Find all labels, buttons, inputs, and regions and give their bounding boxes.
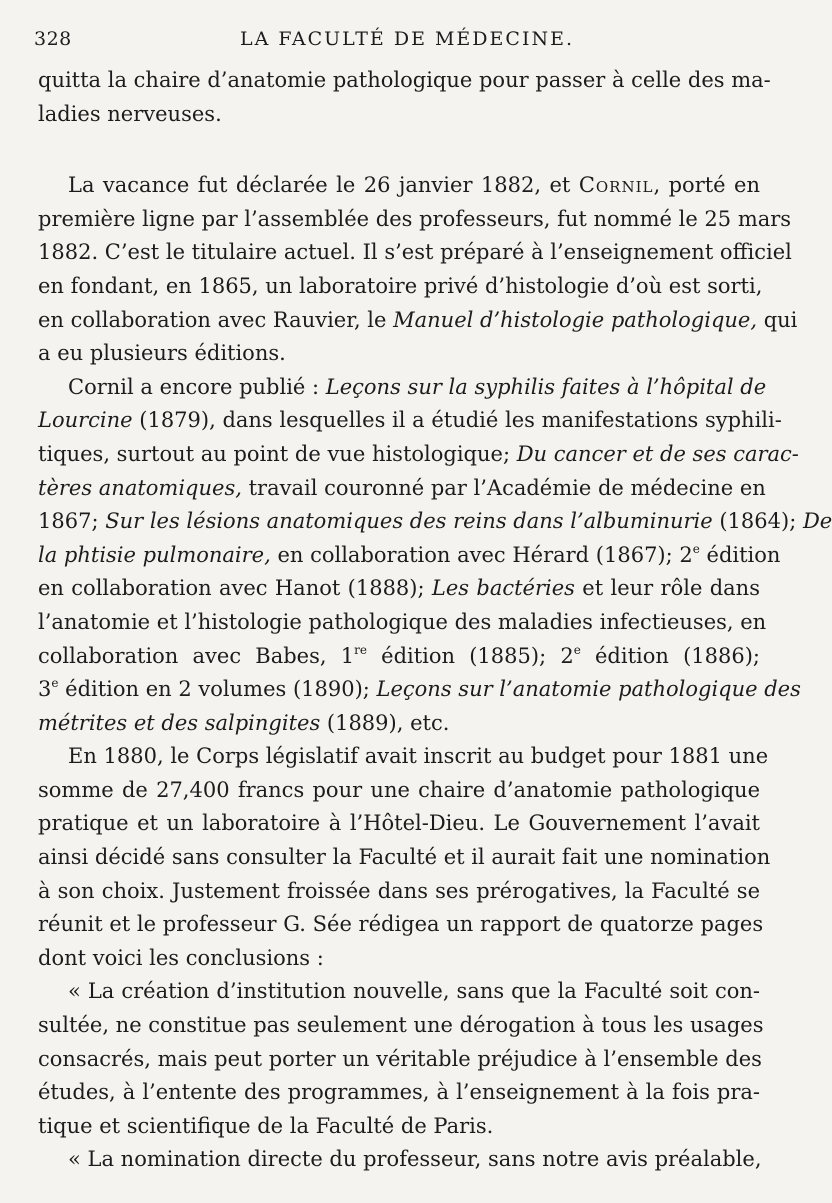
text-line: réunit et le professeur G. Sée rédigea un rapport de quatorze pages <box>38 912 764 937</box>
text-line: ainsi décidé sans consulter la Faculté et il aurait fait une nomination <box>38 845 771 870</box>
text-line: l’anatomie et l’histologie pathologique des maladies infectieuses, en <box>38 609 767 634</box>
text-line: dont voici les conclusions : <box>38 945 324 970</box>
text-line: somme de 27,400 francs pour une chaire d’anatomie pathologique <box>38 777 760 802</box>
superscript: e <box>573 642 581 657</box>
text-run: 1867; <box>38 509 106 534</box>
text-run: collaboration avec Babes, 1 <box>38 643 355 668</box>
paragraph <box>38 371 832 741</box>
paragraph <box>38 64 771 131</box>
quotation-paragraph <box>38 1143 760 1177</box>
text-run: en collaboration avec Hérard (1867); 2 <box>270 542 693 567</box>
text-line: « La nomination directe du professeur, sans notre avis préalable, <box>68 1147 762 1172</box>
text-run: et leur rôle dans <box>574 576 760 601</box>
text-line <box>38 673 801 707</box>
book-title: Manuel d’histologie pathologique, <box>393 307 758 332</box>
text-line: quitta la chaire d’anatomie pathologique pour passer à celle des ma- <box>38 68 771 92</box>
text-run: édition (1886); <box>580 643 761 668</box>
paragraph <box>38 169 798 371</box>
book-title: Leçons sur la syphilis faites à l’hôpital de <box>325 374 767 399</box>
text-line: études, à l’entente des programmes, à l’enseignement à la fois pra- <box>38 1080 760 1105</box>
text-line: ladies nerveuses. <box>38 101 222 126</box>
text-line <box>38 707 760 741</box>
quotation-paragraph <box>38 975 764 1143</box>
text-line: en fondant, en 1865, un laboratoire privé d’histologie d’où est sorti, <box>38 273 763 298</box>
text-line <box>38 539 781 573</box>
text-run: , porté en <box>653 173 760 198</box>
text-line <box>38 304 798 338</box>
text-run: travail couronné par l’Académie de médecine en <box>241 475 766 500</box>
text-line: 1882. C’est le titulaire actuel. Il s’est préparé à l’enseignement officiel <box>38 240 792 265</box>
text-run: (1864); <box>712 509 803 534</box>
text-line <box>38 169 760 203</box>
book-title: Du cancer et de ses carac- <box>516 441 799 466</box>
running-title: LA FACULTÉ DE MÉDECINE. <box>240 28 574 50</box>
superscript: e <box>692 541 700 556</box>
page-number: 328 <box>34 28 72 50</box>
text-line: tique et scientifique de la Faculté de Paris. <box>38 1113 494 1138</box>
text-line <box>38 572 760 606</box>
text-line: « La création d’institution nouvelle, sans que la Faculté soit con- <box>68 979 760 1004</box>
text-run: La vacance fut déclarée le 26 janvier 1882, et <box>68 173 579 198</box>
paragraph <box>38 740 771 975</box>
text-run: Cornil a encore publié : <box>68 374 326 399</box>
book-title: Leçons sur l’anatomie pathologique des <box>376 677 801 702</box>
page-body <box>38 64 832 1177</box>
text-line <box>38 404 782 438</box>
author-name: Cornil <box>578 173 654 198</box>
superscript: re <box>354 642 367 657</box>
book-title: Les bactéries <box>431 576 575 601</box>
book-title: Lourcine <box>38 408 133 433</box>
text-run: (1889), etc. <box>320 710 450 735</box>
text-line <box>38 371 767 405</box>
superscript: e <box>51 676 59 691</box>
text-run: tiques, surtout au point de vue histologique; <box>38 441 517 466</box>
paragraph-gap <box>38 131 760 169</box>
text-line: En 1880, le Corps législatif avait inscrit au budget pour 1881 une <box>68 744 769 769</box>
text-line: sultée, ne constitue pas seulement une dérogation à tous les usages <box>38 1013 764 1038</box>
page-header <box>30 28 770 56</box>
text-line: a eu plusieurs éditions. <box>38 341 286 366</box>
book-title: tères anatomiques, <box>38 475 242 500</box>
text-line <box>38 505 832 539</box>
text-line <box>38 640 760 674</box>
book-title: métrites et des salpingites <box>38 710 321 735</box>
text-run: édition <box>699 542 781 567</box>
text-line: pratique et un laboratoire à l’Hôtel-Dieu. Le Gouvernement l’avait <box>38 811 760 836</box>
book-title: De <box>802 509 832 534</box>
text-run: 3 <box>38 677 52 702</box>
text-line: à son choix. Justement froissée dans ses prérogatives, la Faculté se <box>38 878 760 903</box>
text-run: en collaboration avec Hanot (1888); <box>38 576 432 601</box>
text-line: consacrés, mais peut porter un véritable préjudice à l’ensemble des <box>38 1046 762 1071</box>
text-run: (1879), dans lesquelles il a étudié les manifestations syphili- <box>132 408 782 433</box>
text-line <box>38 472 766 506</box>
text-run: édition (1885); 2 <box>366 643 574 668</box>
book-title: Sur les lésions anatomiques des reins dans l’albuminurie <box>105 509 713 534</box>
text-run: qui <box>757 307 798 332</box>
text-line: première ligne par l’assemblée des professeurs, fut nommé le 25 mars <box>38 206 792 231</box>
book-title: la phtisie pulmonaire, <box>38 542 271 567</box>
text-line <box>38 438 799 472</box>
text-run: édition en 2 volumes (1890); <box>58 677 377 702</box>
text-run: en collaboration avec Rauvier, le <box>38 307 394 332</box>
